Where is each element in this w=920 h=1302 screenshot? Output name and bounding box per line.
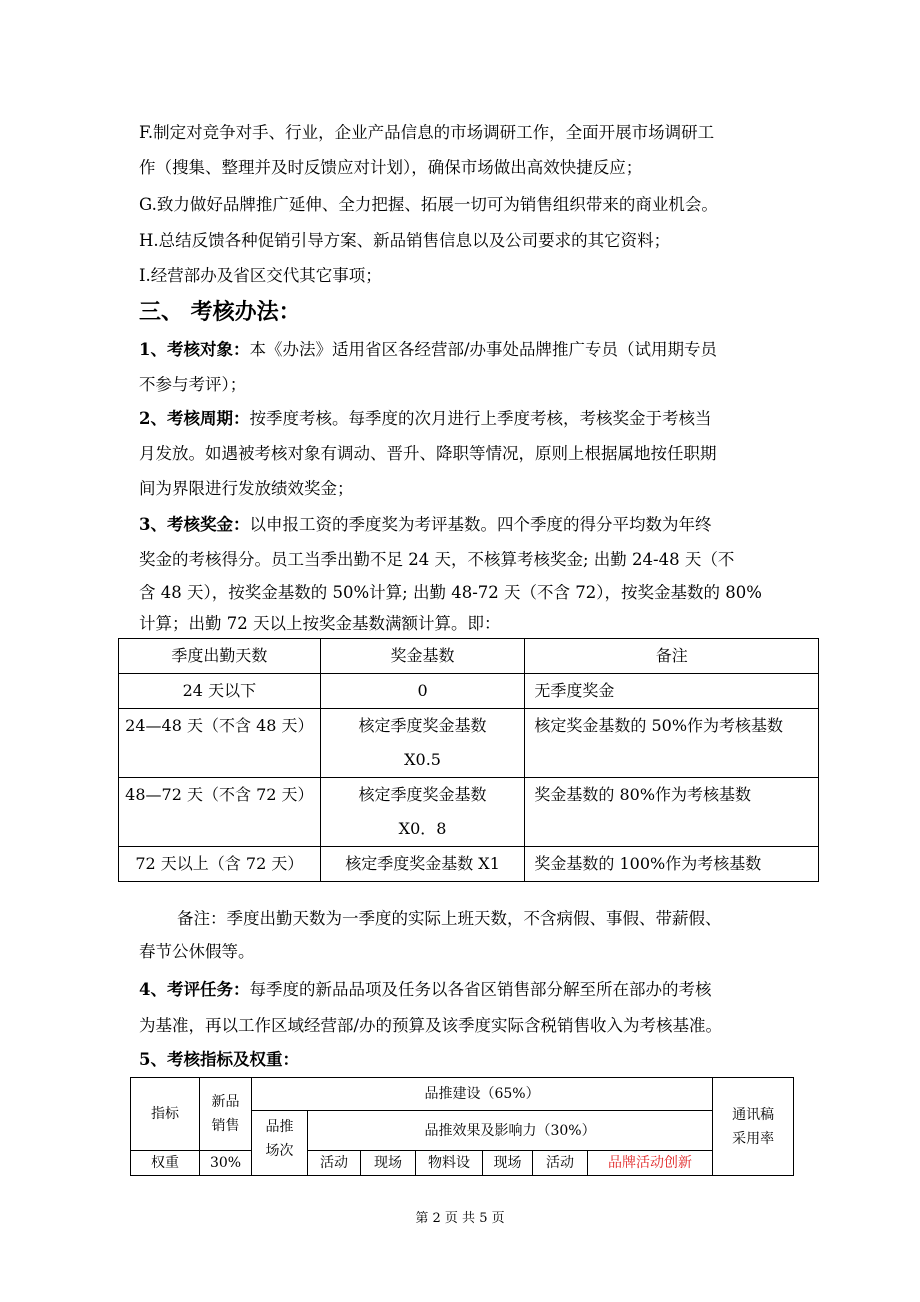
weight-label: 权重: [131, 1151, 200, 1176]
news-rate-line2: 采用率: [732, 1130, 775, 1147]
item2-label: 2、考核周期：: [139, 409, 250, 428]
weight-value: 30%: [200, 1151, 252, 1176]
cell-days: 48—72 天（不含 72 天）: [119, 778, 321, 847]
note-line2: 春节公休假等。: [139, 942, 255, 961]
sub-col-innovation: 品牌活动创新: [588, 1151, 713, 1176]
cell-days: 24 天以下: [119, 674, 321, 709]
weight-row-3: [131, 1151, 794, 1176]
item4-line1: [139, 975, 711, 1005]
sessions-line2: 场次: [265, 1143, 294, 1159]
effect-header: 品推效果及影响力（30%）: [308, 1111, 713, 1151]
cell-base-line1: 核定季度奖金基数: [358, 785, 487, 804]
header-remark: 备注: [525, 639, 819, 674]
news-rate-line1: 通讯稿: [732, 1106, 775, 1123]
item3-text1: 以申报工资的季度奖为考评基数。四个季度的得分平均数为年终: [249, 515, 712, 534]
item3-line2: 奖金的考核得分。员工当季出勤不足 24 天，不核算考核奖金; 出勤 24-48 天（不: [139, 550, 735, 569]
cell-base: 0: [320, 674, 525, 709]
item4-label: 4、考评任务：: [139, 980, 250, 999]
item2-line2: 月发放。如遇被考核对象有调动、晋升、降职等情况，原则上根据属地按任职期: [139, 444, 717, 463]
cell-base-line2: X0.5: [404, 750, 441, 769]
item2-line3: 间为界限进行发放绩效奖金；: [139, 479, 354, 498]
cell-base-line1: 核定季度奖金基数: [358, 716, 487, 735]
brand-building-header: 品推建设（65%）: [252, 1078, 713, 1111]
cell-remark: 无季度奖金: [525, 674, 819, 709]
cell-base-line2: X0．8: [398, 819, 447, 838]
bonus-table: [118, 638, 819, 882]
table-row: [119, 709, 819, 778]
page-footer: 第 2 页 共 5 页: [415, 1211, 505, 1226]
item3-line1: [139, 510, 711, 540]
table-row: [119, 674, 819, 709]
sub-col-onsite: 现场: [361, 1151, 416, 1176]
paragraph-g: G.致力做好品牌推广延伸、全力把握、拓展一切可为销售组织带来的商业机会。: [139, 195, 718, 214]
item2-line1: [139, 404, 711, 434]
news-rate-header: [713, 1078, 794, 1176]
sub-col-activity-2: 活动: [533, 1151, 588, 1176]
new-sales-line2: 销售: [211, 1118, 240, 1134]
weight-table: [130, 1077, 794, 1176]
sessions-line1: 品推: [265, 1119, 294, 1135]
item1-label: 1、考核对象：: [139, 340, 250, 359]
weight-row-1: [131, 1078, 794, 1111]
sessions-header: [252, 1111, 308, 1176]
item4-text1: 每季度的新品品项及任务以各省区销售部分解至所在部办的考核: [249, 980, 712, 999]
table-row: [119, 847, 819, 882]
cell-remark: 奖金基数的 80%作为考核基数: [525, 778, 819, 847]
paragraph-f-line2: 作（搜集、整理并及时反馈应对计划），确保市场做出高效快捷反应；: [139, 158, 643, 177]
cell-base: 核定季度奖金基数 X1: [320, 847, 525, 882]
paragraph-h: H.总结反馈各种促销引导方案、新品销售信息以及公司要求的其它资料；: [139, 231, 671, 250]
item2-text1: 按季度考核。每季度的次月进行上季度考核，考核奖金于考核当: [249, 409, 712, 428]
new-sales-header: [200, 1078, 252, 1151]
cell-base: [320, 709, 525, 778]
header-base: 奖金基数: [320, 639, 525, 674]
section-heading: 三、 考核办法：: [139, 299, 301, 325]
note-line1: 备注：季度出勤天数为一季度的实际上班天数，不含病假、事假、带薪假、: [177, 909, 722, 928]
new-sales-line1: 新品: [211, 1094, 240, 1110]
paragraph-f-line1: F.制定对竞争对手、行业，企业产品信息的市场调研工作，全面开展市场调研工: [139, 123, 715, 142]
cell-days: 72 天以上（含 72 天）: [119, 847, 321, 882]
item5-label: 5、考核指标及权重：: [139, 1050, 299, 1069]
item3-line3: 含 48 天），按奖金基数的 50%计算; 出勤 48-72 天（不含 72），按奖金基数的 80%: [139, 583, 762, 602]
item3-line4: 计算；出勤 72 天以上按奖金基数满额计算。即：: [139, 614, 501, 633]
cell-days: 24—48 天（不含 48 天）: [119, 709, 321, 778]
sub-col-materials: 物料设: [416, 1151, 483, 1176]
item1-text1: 本《办法》适用省区各经营部/办事处品牌推广专员（试用期专员: [249, 340, 718, 359]
indicator-header: 指标: [131, 1078, 200, 1151]
table-row: [119, 778, 819, 847]
sub-col-onsite-2: 现场: [483, 1151, 533, 1176]
header-days: 季度出勤天数: [119, 639, 321, 674]
item1-line1: [139, 335, 717, 365]
sub-col-activity: 活动: [308, 1151, 361, 1176]
cell-remark: 核定奖金基数的 50%作为考核基数: [525, 709, 819, 778]
item4-line2: 为基准，再以工作区域经营部/办的预算及该季度实际含税销售收入为考核基准。: [139, 1016, 723, 1035]
cell-remark: 奖金基数的 100%作为考核基数: [525, 847, 819, 882]
item3-label: 3、考核奖金：: [139, 515, 250, 534]
item1-line2: 不参与考评）；: [139, 375, 247, 394]
paragraph-i: I.经营部办及省区交代其它事项；: [139, 266, 382, 285]
cell-base: [320, 778, 525, 847]
bonus-table-header-row: [119, 639, 819, 674]
